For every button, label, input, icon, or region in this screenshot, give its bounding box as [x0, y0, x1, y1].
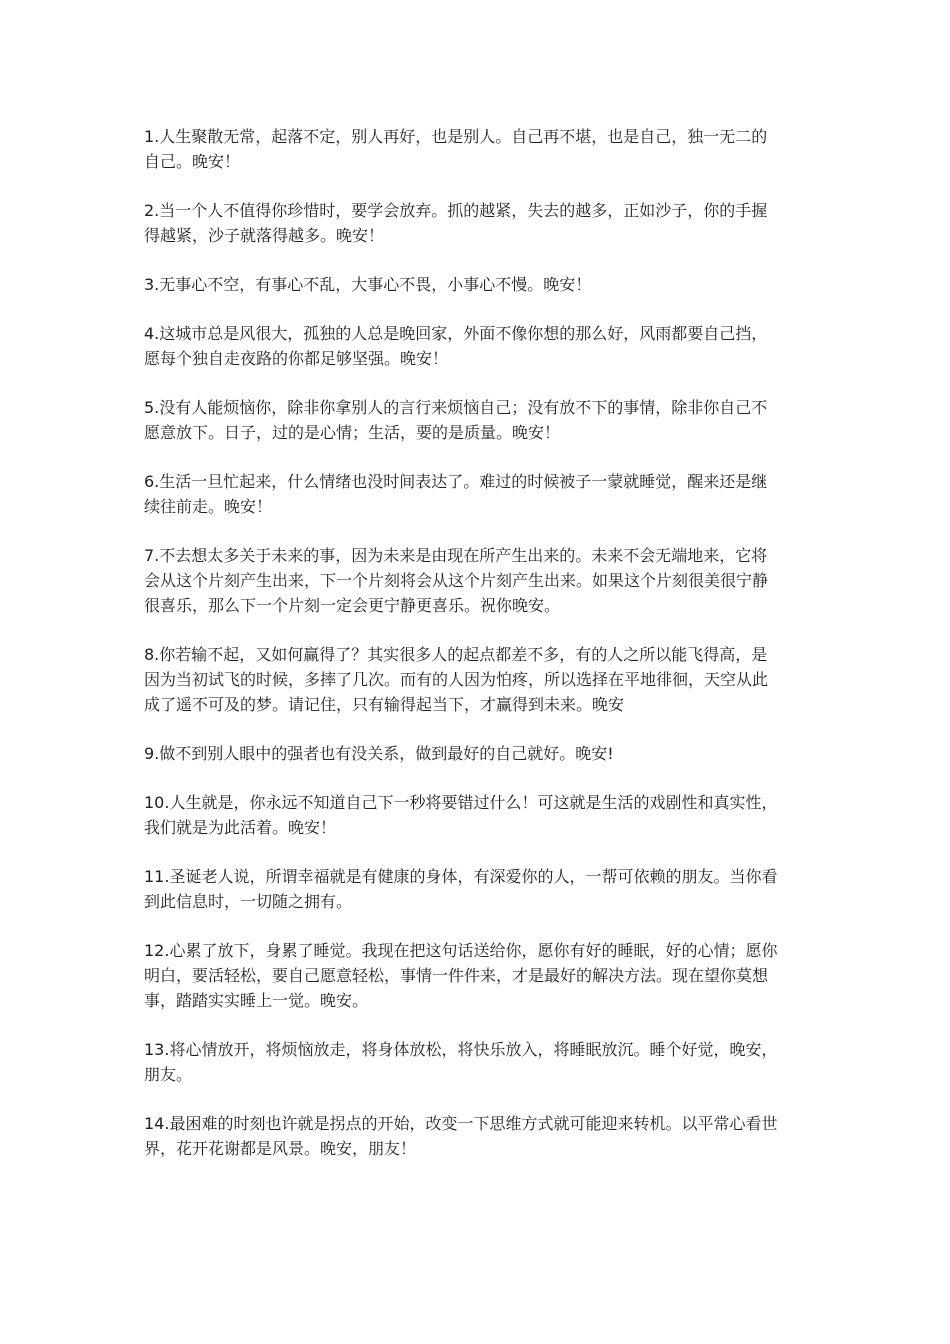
paragraph-12-line-2: 明白，要活轻松，要自己愿意轻松，事情一件件来，才是最好的解决方法。现在望你莫想 [144, 966, 769, 985]
document-body [144, 124, 808, 1185]
paragraph-1-line-1: 1.人生聚散无常，起落不定，别人再好，也是别人。自己再不堪，也是自己，独一无二的 [144, 127, 768, 146]
paragraph-1 [144, 124, 808, 174]
paragraph-7-line-1: 7.不去想太多关于未来的事，因为未来是由现在所产生出来的。未来不会无端地来，它将 [144, 546, 768, 565]
paragraph-8-line-3: 成了遥不可及的梦。请记住，只有输得起当下，才赢得到未来。晚安 [144, 695, 625, 714]
paragraph-9-line-1: 9.做不到别人眼中的强者也有没关系，做到最好的自己就好。晚安! [144, 744, 614, 763]
paragraph-12 [144, 938, 808, 1013]
paragraph-5-line-1: 5.没有人能烦恼你，除非你拿别人的言行来烦恼自己；没有放不下的事情，除非你自己不 [144, 398, 768, 417]
paragraph-2-line-1: 2.当一个人不值得你珍惜时，要学会放弃。抓的越紧，失去的越多，正如沙子，你的手握 [144, 201, 768, 220]
paragraph-8-line-2: 因为当初试飞的时候，多摔了几次。而有的人因为怕疼，所以选择在平地徘徊，天空从此 [144, 670, 769, 689]
paragraph-9 [144, 741, 808, 766]
paragraph-11-line-2: 到此信息时，一切随之拥有。 [144, 892, 353, 911]
paragraph-8-line-1: 8.你若输不起，又如何赢得了？其实很多人的起点都差不多，有的人之所以能飞得高，是 [144, 645, 768, 664]
paragraph-13-line-2: 朋友。 [144, 1065, 193, 1084]
paragraph-7-line-2: 会从这个片刻产生出来，下一个片刻将会从这个片刻产生出来。如果这个片刻很美很宁静 [144, 571, 769, 590]
paragraph-7 [144, 543, 808, 618]
paragraph-5 [144, 395, 808, 445]
paragraph-12-line-1: 12.心累了放下，身累了睡觉。我现在把这句话送给你，愿你有好的睡眠，好的心情；愿你 [144, 941, 778, 960]
paragraph-6 [144, 469, 808, 519]
paragraph-11-line-1: 11.圣诞老人说，所谓幸福就是有健康的身体，有深爱你的人，一帮可依赖的朋友。当你看 [144, 867, 778, 886]
paragraph-11 [144, 864, 808, 914]
paragraph-6-line-1: 6.生活一旦忙起来，什么情绪也没时间表达了。难过的时候被子一蒙就睡觉，醒来还是继 [144, 472, 768, 491]
paragraph-4-line-1: 4.这城市总是风很大，孤独的人总是晚回家，外面不像你想的那么好，风雨都要自己挡， [144, 324, 768, 343]
paragraph-4-line-2: 愿每个独自走夜路的你都足够坚强。晚安！ [144, 349, 449, 368]
paragraph-10-line-1: 10.人生就是，你永远不知道自己下一秒将要错过什么！可这就是生活的戏剧性和真实性， [144, 793, 778, 812]
paragraph-2-line-2: 得越紧，沙子就落得越多。晚安！ [144, 226, 385, 245]
paragraph-12-line-3: 事，踏踏实实睡上一觉。晚安。 [144, 991, 369, 1010]
paragraph-13-line-1: 13.将心情放开，将烦恼放走，将身体放松，将快乐放入，将睡眠放沉。睡个好觉，晚安， [144, 1040, 778, 1059]
paragraph-13 [144, 1037, 808, 1087]
paragraph-6-line-2: 续往前走。晚安！ [144, 497, 273, 516]
paragraph-4 [144, 321, 808, 371]
paragraph-2 [144, 198, 808, 248]
paragraph-10 [144, 790, 808, 840]
paragraph-7-line-3: 很喜乐，那么下一个片刻一定会更宁静更喜乐。祝你晚安。 [144, 596, 561, 615]
paragraph-14 [144, 1111, 808, 1161]
paragraph-14-line-2: 界，花开花谢都是风景。晚安，朋友！ [144, 1139, 417, 1158]
paragraph-10-line-2: 我们就是为此活着。晚安！ [144, 818, 337, 837]
paragraph-1-line-2: 自己。晚安！ [144, 152, 241, 171]
paragraph-3-line-1: 3.无事心不空，有事心不乱，大事心不畏，小事心不慢。晚安！ [144, 275, 592, 294]
paragraph-8 [144, 642, 808, 717]
paragraph-3 [144, 272, 808, 297]
paragraph-5-line-2: 愿意放下。日子，过的是心情；生活，要的是质量。晚安！ [144, 423, 561, 442]
paragraph-14-line-1: 14.最困难的时刻也许就是拐点的开始，改变一下思维方式就可能迎来转机。以平常心看世 [144, 1114, 778, 1133]
